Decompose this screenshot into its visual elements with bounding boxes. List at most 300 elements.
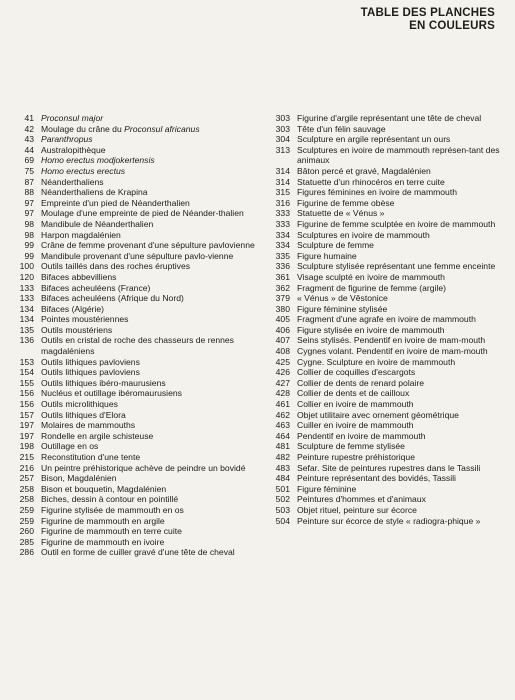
plate-entry [270,378,500,389]
plate-entry [270,124,500,135]
plate-title-text: Un peintre préhistorique achève de peindre un bovidé [41,462,246,473]
plate-entry [270,166,500,177]
plate-number: 379 [275,293,290,304]
plate-title [41,484,263,495]
plate-entry [0,452,263,463]
plate-title-text: Sculpture de femme [297,240,374,251]
plate-title-text: Tête d'un félin sauvage [297,123,386,134]
plate-number: 197 [19,430,34,441]
plate-title [41,198,263,209]
plate-title-text: Pointes moustériennes [41,314,129,325]
plate-title-text: Bâton percé et gravé, Magdalénien [297,165,431,176]
plate-number: 481 [275,441,290,452]
plate-title-text: Bifaces acheuléens (France) [41,282,151,293]
plate-title-text: Outil en forme de cuiller gravé d'une tête de cheval [41,547,235,558]
plate-number: 98 [24,229,34,240]
plate-number: 408 [275,346,290,357]
plate-entry [0,547,263,558]
plate-number: 88 [24,187,34,198]
plate-number: 315 [275,187,290,198]
plate-entry [0,219,263,230]
plate-title-italic: Homo erectus erectus [41,165,126,176]
plate-entry [270,484,500,495]
plate-title-text: Outils microlithiques [41,399,118,410]
plate-entry [0,494,263,505]
plate-entry [0,431,263,442]
plate-entry [0,208,263,219]
plate-title [41,494,263,505]
plate-title-text: Bison et bouquetin, Magdalénien [41,483,167,494]
plate-entry [0,537,263,548]
plate-entry [0,325,263,336]
plate-title-text: Molaires de mammouths [41,420,136,431]
plate-entry [270,219,500,230]
plate-title [297,314,500,325]
plate-entry [0,399,263,410]
plate-number: 99 [24,250,34,261]
plate-title-text: Sculpture stylisée représentant une femme enceinte [297,261,496,272]
plate-title-text: Seins stylisés. Pendentif en ivoire de mam-mouth [297,335,486,346]
plate-number: 260 [19,526,34,537]
plate-number: 120 [19,271,34,282]
plate-number: 464 [275,430,290,441]
plate-number: 154 [19,367,34,378]
plate-entry [0,335,263,356]
plate-entry [0,272,263,283]
plate-number: 133 [19,282,34,293]
plate-entry [0,378,263,389]
plate-number: 41 [24,113,34,123]
plate-number: 215 [19,452,34,462]
plate-title-text: Bifaces abbevilliens [41,271,117,282]
plate-number: 303 [275,113,290,123]
plate-title [41,124,263,135]
plate-title-text: Outils moustériens [41,324,113,335]
plate-entry [0,367,263,378]
plate-entry [0,177,263,188]
plate-number: 313 [275,144,290,155]
plate-entry [270,420,500,431]
plate-number: 314 [275,176,290,187]
plate-title [41,113,263,124]
plate-title [297,293,500,304]
plate-number: 333 [275,218,290,229]
plate-title [297,399,500,410]
plate-number: 156 [19,399,34,410]
plate-entry [0,283,263,294]
plate-title [41,187,263,198]
plate-title-text: Peintures d'hommes et d'animaux [297,494,426,505]
plate-title [297,272,500,283]
plate-title-text: Crâne de femme provenant d'une sépulture pavlovienne [41,240,255,251]
plate-title-text: Rondelle en argile schisteuse [41,430,154,441]
plate-title [41,463,263,474]
plate-entry [270,293,500,304]
plate-title-text: Figurine stylisée de mammouth en os [41,504,184,515]
plate-number: 405 [275,314,290,325]
plate-number: 335 [275,250,290,261]
plate-title-text: Outils lithiques ibéro-maurusiens [41,377,166,388]
plate-entry [270,283,500,294]
plate-entry [0,134,263,145]
plate-title-text: Pendentif en ivoire de mammouth [297,430,426,441]
plate-title-text: Sculptures en ivoire de mammouth représen-tant des animaux [297,144,500,166]
plate-number: 504 [275,515,290,526]
plate-title [41,452,263,463]
plate-number: 501 [275,483,290,494]
plate-title-text: Harpon magdalénien [41,229,121,240]
plate-entry [0,155,263,166]
plate-title [297,219,500,230]
plate-title-italic: Paranthropus [41,134,93,145]
plate-number: 216 [19,462,34,473]
plate-title-text: Outils lithiques pavloviens [41,367,140,378]
plate-title-text: Nucléus et outillage ibéromaurusiens [41,388,182,399]
plate-entry [270,357,500,368]
plate-title-text: Figurine de femme sculptée en ivoire de mammouth [297,218,496,229]
plate-number: 134 [19,303,34,314]
plate-title-text: Sefar. Site de peintures rupestres dans le Tassili [297,462,481,473]
plate-title-text: Outils taillés dans des roches éruptives [41,261,191,272]
plate-title [297,113,500,124]
plate-title-text: Collier de dents et de cailloux [297,388,410,399]
plate-number: 135 [19,324,34,335]
plate-entry [270,346,500,357]
plate-entry [270,388,500,399]
plate-number: 153 [19,356,34,367]
plate-title-italic: Proconsul africanus [124,123,200,134]
plate-entry [0,473,263,484]
plate-title-text: Figure féminine [297,483,357,494]
plate-title [41,134,263,145]
plate-entry [270,410,500,421]
plate-entry [270,272,500,283]
plate-title-text: Collier en ivoire de mammouth [297,399,414,410]
plate-title [297,420,500,431]
plate-title-italic: Proconsul major [41,113,104,123]
plate-entry [270,367,500,378]
plate-entry [0,314,263,325]
plate-number: 483 [275,462,290,473]
plate-entry [270,198,500,209]
plate-number: 427 [275,377,290,388]
plate-title-text: Outils lithiques d'Elora [41,409,126,420]
plate-entry [0,420,263,431]
plate-entry [0,251,263,262]
plate-title [297,304,500,315]
plate-title-text: Mandibule provenant d'une sépulture pavlo-vienne [41,250,234,261]
plate-entry [270,473,500,484]
plate-title [297,357,500,368]
plate-title-text: Statuette de « Vénus » [297,208,385,219]
plate-title [41,537,263,548]
plate-entry [270,452,500,463]
plate-title-text: Moulage du crâne du [41,123,125,134]
plate-entry [0,441,263,452]
plate-number: 98 [24,218,34,229]
plate-title [297,166,500,177]
plate-title [41,526,263,537]
page-title [361,7,495,33]
plate-entry [270,113,500,124]
plate-title [297,441,500,452]
plate-title-text: Collier de dents de renard polaire [297,377,425,388]
plate-title [41,473,263,484]
plate-title [41,410,263,421]
plate-title [41,399,263,410]
plate-title [297,240,500,251]
plate-title-text: Bison, Magdalénien [41,473,117,484]
plate-number: 285 [19,536,34,547]
plate-title-text: Fragment d'une agrafe en ivoire de mammouth [297,314,476,325]
plate-number: 75 [24,165,34,176]
plate-number: 156 [19,388,34,399]
plate-entry [270,251,500,262]
plate-title-text: Peinture rupestre préhistorique [297,452,415,462]
plate-number: 259 [19,515,34,526]
plate-title [297,283,500,294]
plate-number: 428 [275,388,290,399]
plate-title [297,463,500,474]
plate-title-text: « Vénus » de Věstonice [297,293,388,304]
plate-number: 155 [19,377,34,388]
plate-number: 42 [24,123,34,134]
plate-title [297,230,500,241]
plate-number: 97 [24,208,34,219]
plate-title [41,177,263,188]
plate-number: 304 [275,134,290,145]
plate-entry [270,230,500,241]
plate-title [41,378,263,389]
plate-number: 461 [275,399,290,410]
plate-number: 157 [19,409,34,420]
plate-title [41,420,263,431]
plate-entry [0,410,263,421]
plate-number: 406 [275,324,290,335]
plate-entry [0,113,263,124]
plate-number: 362 [275,282,290,293]
plate-entry [270,505,500,516]
plate-title-text: Sculpture en argile représentant un ours [297,134,451,145]
plate-number: 134 [19,314,34,325]
plate-title-text: Cygnes volant. Pendentif en ivoire de mam-mouth [297,346,488,357]
plate-title [297,198,500,209]
plate-entry [0,463,263,474]
plate-entry [0,304,263,315]
plate-title [41,261,263,272]
plate-title-text: Moulage d'une empreinte de pied de Néander-thalien [41,208,244,219]
plate-title-text: Figurine de mammouth en terre cuite [41,526,182,537]
plate-entry [270,494,500,505]
plate-title [297,452,500,463]
plate-title-text: Peinture représentant des bovidés, Tassili [297,473,456,484]
plate-entry [0,124,263,135]
plate-number: 316 [275,197,290,208]
plate-title [41,208,263,219]
plate-number: 502 [275,494,290,505]
plate-entry [270,431,500,442]
plate-title [41,367,263,378]
plate-number: 136 [19,335,34,346]
plate-entry [270,240,500,251]
plate-title [41,230,263,241]
plate-title [297,346,500,357]
plate-number: 133 [19,293,34,304]
plate-number: 100 [19,261,34,272]
plate-number: 426 [275,367,290,378]
plate-number: 482 [275,452,290,462]
plate-title-text: Figures féminines en ivoire de mammouth [297,187,458,198]
plate-entry [270,208,500,219]
plate-title-text: Peinture sur écorce de style « radiogra-phique » [297,515,481,526]
plate-entry [0,516,263,527]
plate-title-text: Figure stylisée en ivoire de mammouth [297,324,445,335]
plate-number: 286 [19,547,34,558]
plate-number: 99 [24,240,34,251]
plate-title [297,505,500,516]
plate-title [297,367,500,378]
plate-title [297,410,500,421]
plate-title-text: Bifaces (Algérie) [41,303,105,314]
plate-entry [270,516,500,527]
plate-title-text: Collier de coquilles d'escargots [297,367,416,378]
plate-title [41,166,263,177]
plate-number: 425 [275,356,290,367]
plate-title [297,484,500,495]
plate-number: 69 [24,155,34,166]
plate-entry [0,526,263,537]
plate-number: 198 [19,441,34,452]
plate-title [41,505,263,516]
plate-entry [270,304,500,315]
plate-title-text: Objet rituel, peinture sur écorce [297,504,417,515]
plate-entry [0,388,263,399]
plate-number: 303 [275,123,290,134]
plate-title-text: Empreinte d'un pied de Néanderthalien [41,197,190,208]
plate-entry [0,187,263,198]
plate-entry [270,314,500,325]
plate-title [41,251,263,262]
plate-number: 336 [275,261,290,272]
plate-number: 463 [275,420,290,431]
plate-entry [270,325,500,336]
plate-number: 197 [19,420,34,431]
plate-number: 257 [19,473,34,484]
plate-title-text: Figure féminine stylisée [297,303,388,314]
plate-entry [0,198,263,209]
plate-entry [270,177,500,188]
plate-title [41,357,263,368]
plate-entry [270,134,500,145]
plate-title-text: Reconstitution d'une tente [41,452,141,462]
plate-title [297,261,500,272]
plate-title [297,494,500,505]
plate-title-text: Cuiller en ivoire de mammouth [297,420,414,431]
plate-title [41,155,263,166]
plate-number: 44 [24,144,34,155]
plate-number: 43 [24,134,34,145]
plate-entry [0,505,263,516]
plate-number: 407 [275,335,290,346]
plate-entry [270,187,500,198]
plate-number: 258 [19,483,34,494]
plate-title-text: Sculptures en ivoire de mammouth [297,229,430,240]
plate-title-text: Australopithèque [41,144,106,155]
plate-title-text: Figurine de mammouth en argile [41,515,165,526]
plate-title [297,431,500,442]
plate-title-text: Cygne. Sculpture en ivoire de mammouth [297,356,456,367]
plate-title [41,388,263,399]
plate-number: 380 [275,303,290,314]
plate-entry [0,240,263,251]
plate-title-text: Objet utilitaire avec ornement géométrique [297,409,459,420]
plate-title [297,134,500,145]
plate-title [297,516,500,527]
plate-entry [0,484,263,495]
plate-title [297,378,500,389]
plate-title-text: Sculpture de femme stylisée [297,441,405,452]
plate-title-text: Mandibule de Néanderthalien [41,218,154,229]
plate-title [41,325,263,336]
plate-entry [270,335,500,346]
plate-title [41,145,263,156]
title-line-1: TABLE DES PLANCHES [360,7,495,19]
plate-title [41,335,263,356]
plate-entry [0,145,263,156]
plate-title [41,441,263,452]
plate-title [297,473,500,484]
plate-entry [270,463,500,474]
plate-number: 97 [24,197,34,208]
plate-number: 87 [24,176,34,187]
plate-entry [0,230,263,241]
plate-title-text: Outils en cristal de roche des chasseurs de rennes magdaléniens [41,335,234,357]
plate-entry [0,293,263,304]
plate-title-text: Figurine d'argile représentant une tête de cheval [297,113,482,123]
title-line-2: EN COULEURS [409,20,495,32]
plate-title [297,335,500,346]
plate-number: 503 [275,504,290,515]
plate-title [297,145,500,166]
plate-number: 333 [275,208,290,219]
plate-title-text: Bifaces acheuléens (Afrique du Nord) [41,293,184,304]
plate-title [297,187,500,198]
plate-entry [270,399,500,410]
plate-title [41,314,263,325]
plate-title [297,124,500,135]
plate-title [41,547,263,558]
plate-entry [0,261,263,272]
plate-entry [270,145,500,166]
plate-title [41,240,263,251]
plate-entry [270,441,500,452]
plate-title [297,177,500,188]
plate-title [41,293,263,304]
plate-title [41,304,263,315]
plate-title-text: Néanderthaliens [41,176,104,187]
plate-number: 314 [275,165,290,176]
plate-title-text: Néanderthaliens de Krapina [41,187,148,198]
plate-number: 258 [19,494,34,505]
plate-title-text: Fragment de figurine de femme (argile) [297,282,447,293]
left-column [0,113,263,558]
plate-entry [0,166,263,177]
plate-title-text: Visage sculpté en ivoire de mammouth [297,271,445,282]
plate-number: 334 [275,240,290,251]
plate-title [41,219,263,230]
plate-entry [270,261,500,272]
plate-number: 259 [19,504,34,515]
